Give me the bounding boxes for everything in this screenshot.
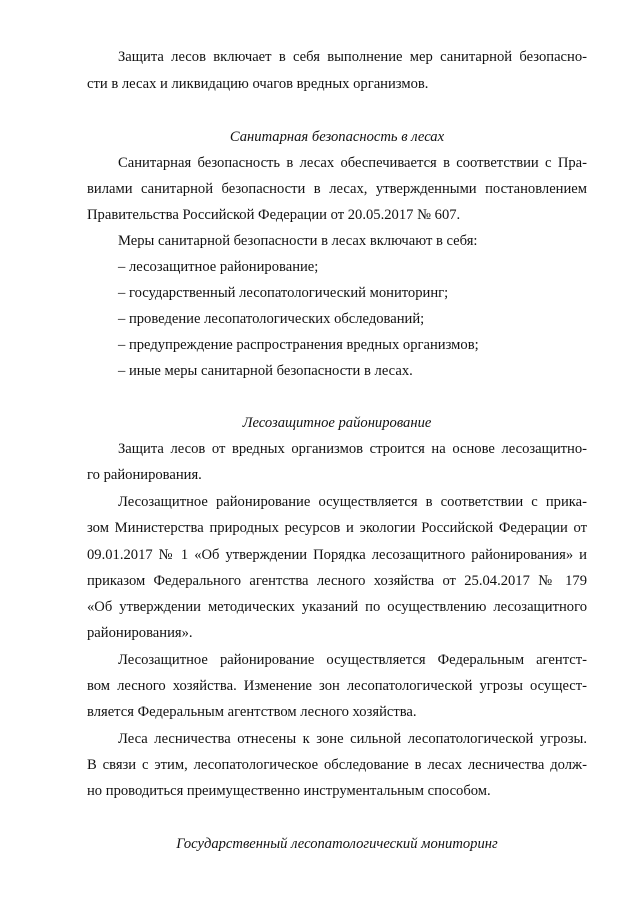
section-heading-forest-zoning: Лесозащитное районирование xyxy=(242,415,432,431)
list-item: – иные меры санитарной безопасности в лесах. xyxy=(118,363,413,379)
list-item: – государственный лесопатологический мониторинг; xyxy=(118,285,449,301)
section1-p1-line-3: Правительства Российской Федерации от 20.05.2017 № 607. xyxy=(87,207,461,223)
list-item: – лесозащитное районирование; xyxy=(118,259,319,275)
section-heading-forest-monitoring: Государственный лесопатологический мониторинг xyxy=(176,836,498,852)
section2-p1-line-2: го районирования. xyxy=(87,467,202,483)
section2-p3-line-3: вляется Федеральным агентством лесного хозяйства. xyxy=(87,704,417,720)
section2-p3-line-1: Лесозащитное районирование осуществляется Федеральным агентст- xyxy=(118,652,587,668)
section2-p4-line-2: В связи с этим, лесопатологическое обследование в лесах лесничества долж- xyxy=(87,757,587,773)
section1-p1-line-2: вилами санитарной безопасности в лесах, утвержденными постановлением xyxy=(87,181,587,197)
section2-p1-line-1: Защита лесов от вредных организмов строится на основе лесозащитно- xyxy=(118,441,587,457)
section2-p4-line-1: Леса лесничества отнесены к зоне сильной лесопатологической угрозы. xyxy=(118,731,587,747)
section2-p2-line-1: Лесозащитное районирование осуществляется в соответствии с прика- xyxy=(118,494,587,510)
section1-p2: Меры санитарной безопасности в лесах включают в себя: xyxy=(118,233,478,249)
section2-p2-line-3: 09.01.2017 № 1 «Об утверждении Порядка лесозащитного районирования» и xyxy=(87,547,587,563)
intro-line-1: Защита лесов включает в себя выполнение мер санитарной безопасно- xyxy=(118,49,587,65)
intro-line-2: сти в лесах и ликвидацию очагов вредных организмов. xyxy=(87,76,429,92)
section2-p2-line-6: районирования». xyxy=(87,625,193,641)
section2-p3-line-2: вом лесного хозяйства. Изменение зон лесопатологической угрозы осущест- xyxy=(87,678,587,694)
section-heading-sanitary-safety: Санитарная безопасность в лесах xyxy=(229,129,445,145)
list-item: – предупреждение распространения вредных организмов; xyxy=(118,337,479,353)
section2-p2-line-4: приказом Федерального агентства лесного хозяйства от 25.04.2017 № 179 xyxy=(87,573,587,589)
section2-p2-line-2: зом Министерства природных ресурсов и экологии Российской Федерации от xyxy=(87,520,587,536)
section2-p4-line-3: но проводиться преимущественно инструментальным способом. xyxy=(87,783,491,799)
list-item: – проведение лесопатологических обследований; xyxy=(118,311,425,327)
section1-p1-line-1: Санитарная безопасность в лесах обеспечивается в соответствии с Пра- xyxy=(118,155,587,171)
section2-p2-line-5: «Об утверждении методических указаний по осуществлению лесозащитного xyxy=(87,599,587,615)
